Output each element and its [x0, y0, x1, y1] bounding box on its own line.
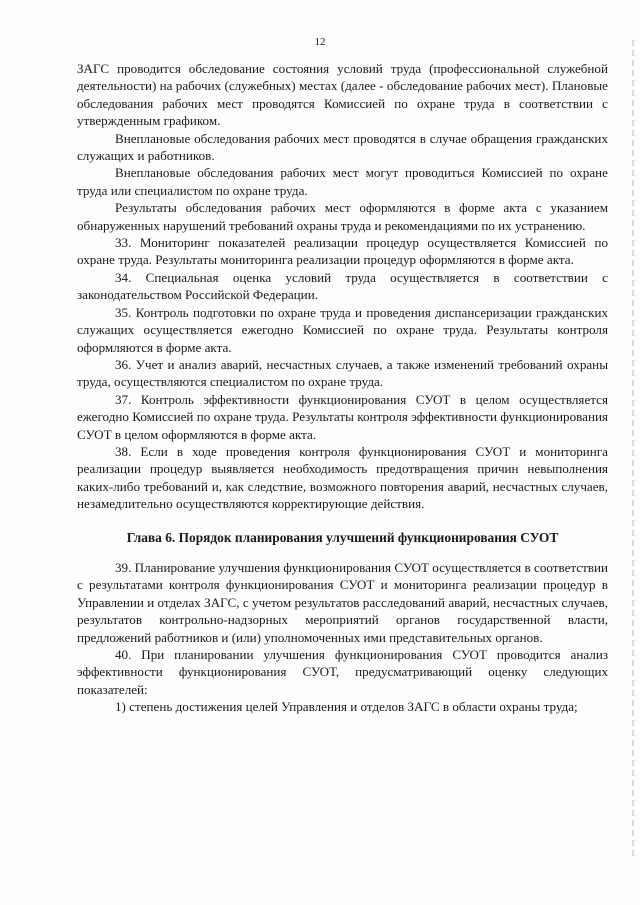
paragraph: 37. Контроль эффективности функционирования СУОТ в целом осуществляется ежегодно Комиссией по охране труда. Результаты контроля эффективности функционирования СУОТ в целом оформляются в форме акта.	[77, 391, 608, 442]
paragraph: Внеплановые обследования рабочих мест могут проводиться Комиссией по охране труда или специалистом по охране труда.	[77, 165, 608, 198]
paragraph: 40. При планировании улучшения функционирования СУОТ проводится анализ эффективности функционирования СУОТ, предусматривающий оценку следующих показателей:	[77, 647, 608, 697]
paragraph: Результаты обследования рабочих мест оформляются в форме акта с указанием обнаруженных нарушений требований охраны труда и рекомендациями по их устранению.	[77, 200, 608, 233]
paragraph: 1) степень достижения целей Управления и отделов ЗАГС в области охраны труда;	[115, 699, 578, 715]
paragraph: 39. Планирование улучшения функционирования СУОТ осуществляется в соответствии с результатами контроля функционирования СУОТ и мониторинга реализации процедур в Управлении и отделах ЗАГС, с учетом результатов расследований аварий, несчастных случаев, результатов контрольно-надзорных мероприятий органов государственной власти, предложений работников и (или) уполномоченных ими представительных органов.	[77, 559, 608, 645]
paragraph: ЗАГС проводится обследование состояния условий труда (профессиональной служебной деятельности) на рабочих (служебных) местах (далее - обследование рабочих мест). Плановые обследования рабочих мест проводятся Комиссией по охране труда в соответствии с утвержденным графиком.	[77, 61, 608, 129]
paragraph: 36. Учет и анализ аварий, несчастных случаев, а также изменений требований охраны труда, осуществляются специалистом по охране труда.	[77, 356, 608, 390]
chapter-heading: Глава 6. Порядок планирования улучшений функционирования СУОТ	[126, 529, 559, 545]
paragraph: 38. Если в ходе проведения контроля функционирования СУОТ и мониторинга реализации процедур выявляется необходимость предотвращения причин невыполнения каких-либо требований и, как следствие, возможного повторения аварий, несчастных случаев, незамедлительно осуществляются корректирующие действия.	[77, 443, 608, 512]
paragraph: 34. Специальная оценка условий труда осуществляется в соответствии с законодательством Российской Федерации.	[77, 269, 608, 303]
page-number: 12	[314, 36, 326, 48]
document-body	[77, 60, 608, 716]
paragraph: Внеплановые обследования рабочих мест проводятся в случае обращения гражданских служащих и работников.	[77, 130, 608, 164]
scan-edge-artifact	[632, 40, 634, 860]
paragraph: 35. Контроль подготовки по охране труда и проведения диспансеризации гражданских служащих осуществляется ежегодно Комиссией по охране труда. Результаты контроля оформляются в форме акта.	[77, 304, 608, 355]
paragraph: 33. Мониторинг показателей реализации процедур осуществляется Комиссией по охране труда. Результаты мониторинга реализации процедур оформляются в форме акта.	[77, 235, 608, 268]
